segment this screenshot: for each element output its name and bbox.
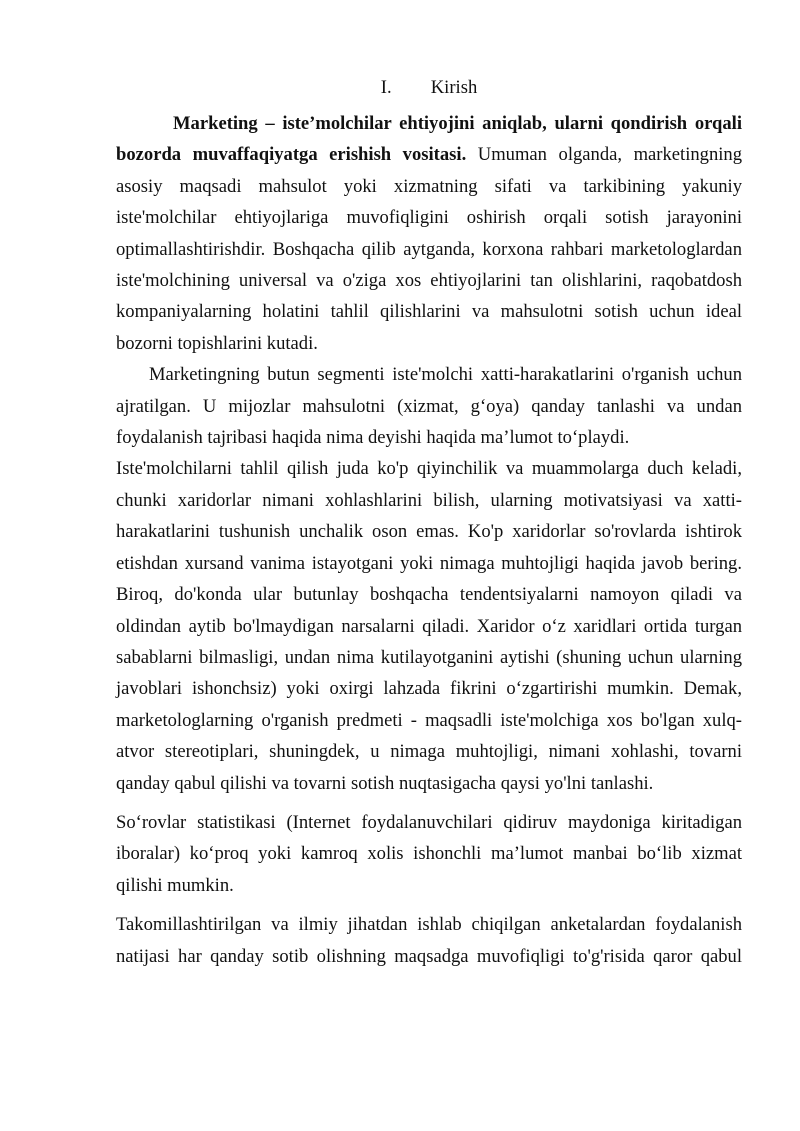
paragraph-segment: Marketingning butun segmenti iste'molchi xatti-harakatlarini o'rganish uchun ajratilgan. U mijozlar mahsulotni (xizmat, g‘oya) qanday tanlashi va undan foydalanish tajribasi haqida nima deyishi haqida ma’lumot to‘playdi. [116,364,742,449]
document-page [116,72,742,972]
paragraph-intro-bold: Marketing – iste’molchilar ehtiyojini aniqlab, ularni qondirish orqali bozorda muvaffaqiyatga erishish vositasi. [116,113,742,166]
paragraph-analysis: Iste'molchilarni tahlil qilish juda ko'p qiyinchilik va muammolarga duch keladi, chunki xaridorlar nimani xohlashlarini bilish, ularning motivatsiyasi va xatti-harakatlarini tushunish unchalik oson emas. Ko'p xaridorlar so'rovlarda ishtirok etishdan xursand vanima istayotgani yoki nimaga muhtojligi haqida javob bering. Biroq, do'konda ular butunlay boshqacha tendentsiyalarni namoyon qiladi va oldindan aytib bo'lmaydigan narsalarni qiladi. Xaridor o‘z xaridlari ortida turgan sabablarni bilmasligi, undan nima kutilayotganini aytishi (shuning uchun ularning javoblari ishonchsiz) yoki oxirgi lahzada fikrini o‘zgartirishi mumkin. Demak, marketologlarning o'rganish predmeti - maqsadli iste'molchiga xos bo'lgan xulq-atvor stereotiplari, shuningdek, u nimaga muhtojligi, nimani xohlashi, tovarni qanday qabul qilishi va tovarni sotish nuqtasigacha qaysi yo'lni tanlashi. [116,458,742,794]
section-heading [116,72,742,108]
paragraph-intro-text: Umuman olganda, marketingning asosiy maqsadi mahsulot yoki xizmatning sifati va tarkibining yakuniy iste'molchilar ehtiyojlariga muvofiqligini oshirish orqali sotish jarayonini optimallashtirishdir. Boshqacha qilib aytganda, korxona rahbari marketologlardan iste'molchining universal va o'ziga xos ehtiyojlarini tan olishlarini, raqobatdosh kompaniyalarning holatini tahlil qilishlarini va mahsulotni sotish uchun ideal bozorni topishlarini kutadi. [116,144,743,354]
section-title: Kirish [430,77,478,98]
section-number: I. [380,77,392,98]
paragraph-questionnaires: Takomillashtirilgan va ilmiy jihatdan ishlab chiqilgan anketalardan foydalanish natijasi har qanday sotib olishning maqsadga muvofiqligi to'g'risida qaror qabul [116,914,742,967]
paragraph-statistics: So‘rovlar statistikasi (Internet foydalanuvchilari qidiruv maydoniga kiritadigan iboralar) ko‘proq yoki kamroq xolis ishonchli ma’lumot manbai bo‘lib xizmat qilishi mumkin. [116,811,742,896]
paragraph-intro [116,108,742,359]
